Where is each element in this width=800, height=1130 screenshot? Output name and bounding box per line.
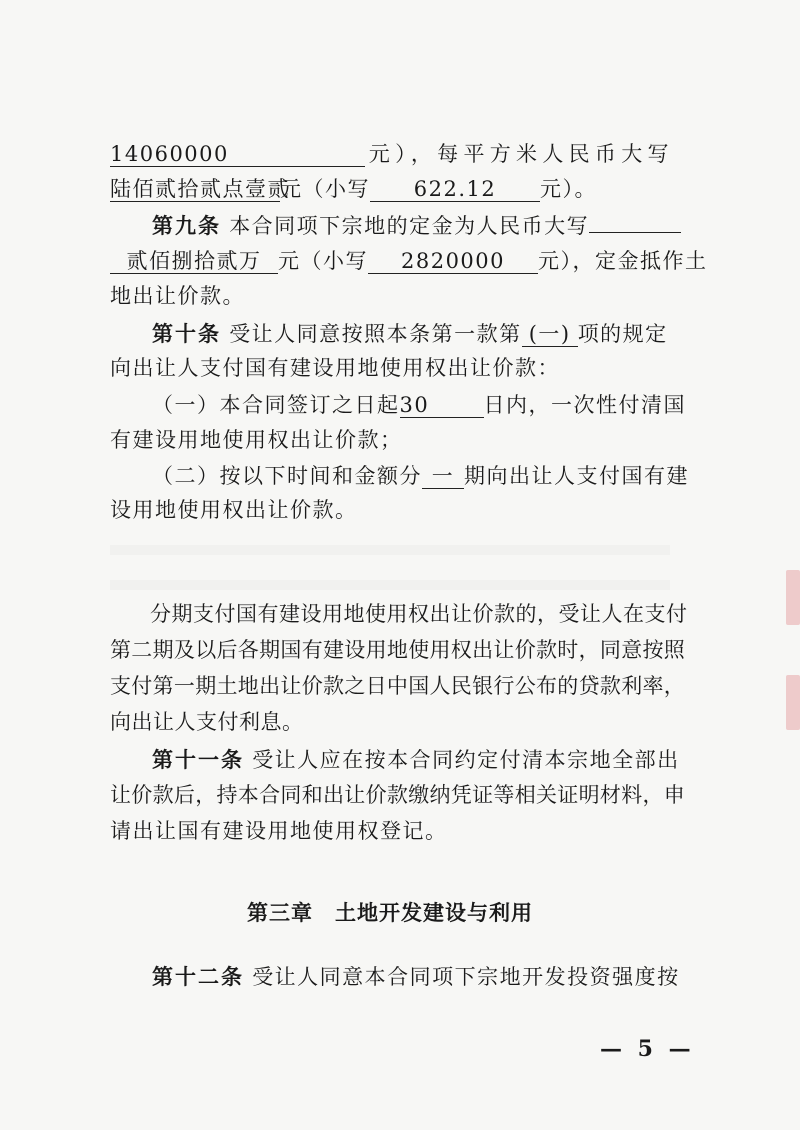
bleed-through-mark [110, 580, 670, 590]
text: 日内，一次性付清国 [483, 393, 686, 417]
article-10-title: 第十条 [152, 321, 221, 346]
text: 元），每平方米人民币大写 [365, 142, 670, 166]
text: 元（小写 [278, 249, 368, 273]
article-11-line-3: 请出让国有建设用地使用权登记。 [110, 819, 448, 843]
interest-line-4: 向出让人支付利息。 [110, 710, 304, 734]
article-11-line-2: 让价款后，持本合同和出让价款缴纳凭证等相关证明材料，申 [110, 783, 686, 807]
article-9-line-1 [110, 212, 670, 240]
article-10-line-1 [110, 320, 670, 348]
article-10-line-2: 向出让人支付国有建设用地使用权出让价款： [110, 356, 560, 380]
deposit-words: 贰佰捌拾贰万 [110, 249, 278, 274]
payment-days: 30 [400, 393, 484, 418]
text: 元），定金抵作土 [538, 249, 708, 273]
text: 受让人同意按照本条第一款第 [229, 322, 522, 346]
text: 受让人同意本合同项下宗地开发投资强度按 [252, 965, 680, 989]
total-price-figure: 14060000 [110, 142, 365, 167]
text: 项的规定 [577, 322, 668, 346]
article-12-title: 第十二条 [152, 964, 244, 989]
unit-price-figure: 622.12 [370, 177, 540, 202]
text: 元（小写 [280, 177, 370, 201]
text: 分期支付国有建设用地使用权出让价款的，受让人在支付 [150, 602, 688, 626]
blank [589, 232, 681, 233]
text: 本合同项下宗地的定金为人民币大写 [229, 214, 590, 238]
price-line-1 [110, 140, 670, 168]
seal-fragment [786, 675, 800, 730]
option-2-line-1 [110, 462, 689, 490]
interest-line-2: 第二期及以后各期国有建设用地使用权出让价款时，同意按照 [110, 638, 686, 662]
bleed-through-mark [110, 545, 670, 555]
seal-fragment [786, 570, 800, 625]
interest-line-3: 支付第一期土地出让价款之日中国人民银行公布的贷款利率， [110, 674, 686, 698]
page-number: — 5 — [600, 1036, 695, 1062]
text: （二）按以下时间和金额分 [152, 464, 422, 488]
text: 元）。 [540, 177, 597, 201]
text: 受让人应在按本合同约定付清本宗地全部出 [252, 748, 680, 772]
article-12-line-1 [110, 963, 680, 991]
option-1-line-2: 有建设用地使用权出让价款； [110, 428, 403, 452]
article-9-line-2 [110, 247, 708, 275]
chapter-heading: 第三章 土地开发建设与利用 [247, 900, 533, 925]
installment-periods: 一 [422, 464, 464, 489]
article-9-line-3: 地出让价款。 [110, 284, 245, 308]
unit-price-words: 陆佰贰拾贰点壹贰 [110, 177, 290, 201]
payment-option: (一) [522, 322, 578, 347]
text: （一）本合同签订之日起 [152, 393, 400, 417]
price-line-2 [110, 175, 670, 203]
article-11-line-1 [110, 746, 680, 774]
deposit-figure: 2820000 [368, 249, 538, 274]
option-2-line-2: 设用地使用权出让价款。 [110, 498, 358, 522]
option-1-line-1 [110, 391, 686, 419]
text: 期向出让人支付国有建 [464, 464, 689, 488]
interest-line-1 [110, 600, 688, 628]
article-11-title: 第十一条 [152, 747, 244, 772]
article-9-title: 第九条 [152, 213, 221, 238]
